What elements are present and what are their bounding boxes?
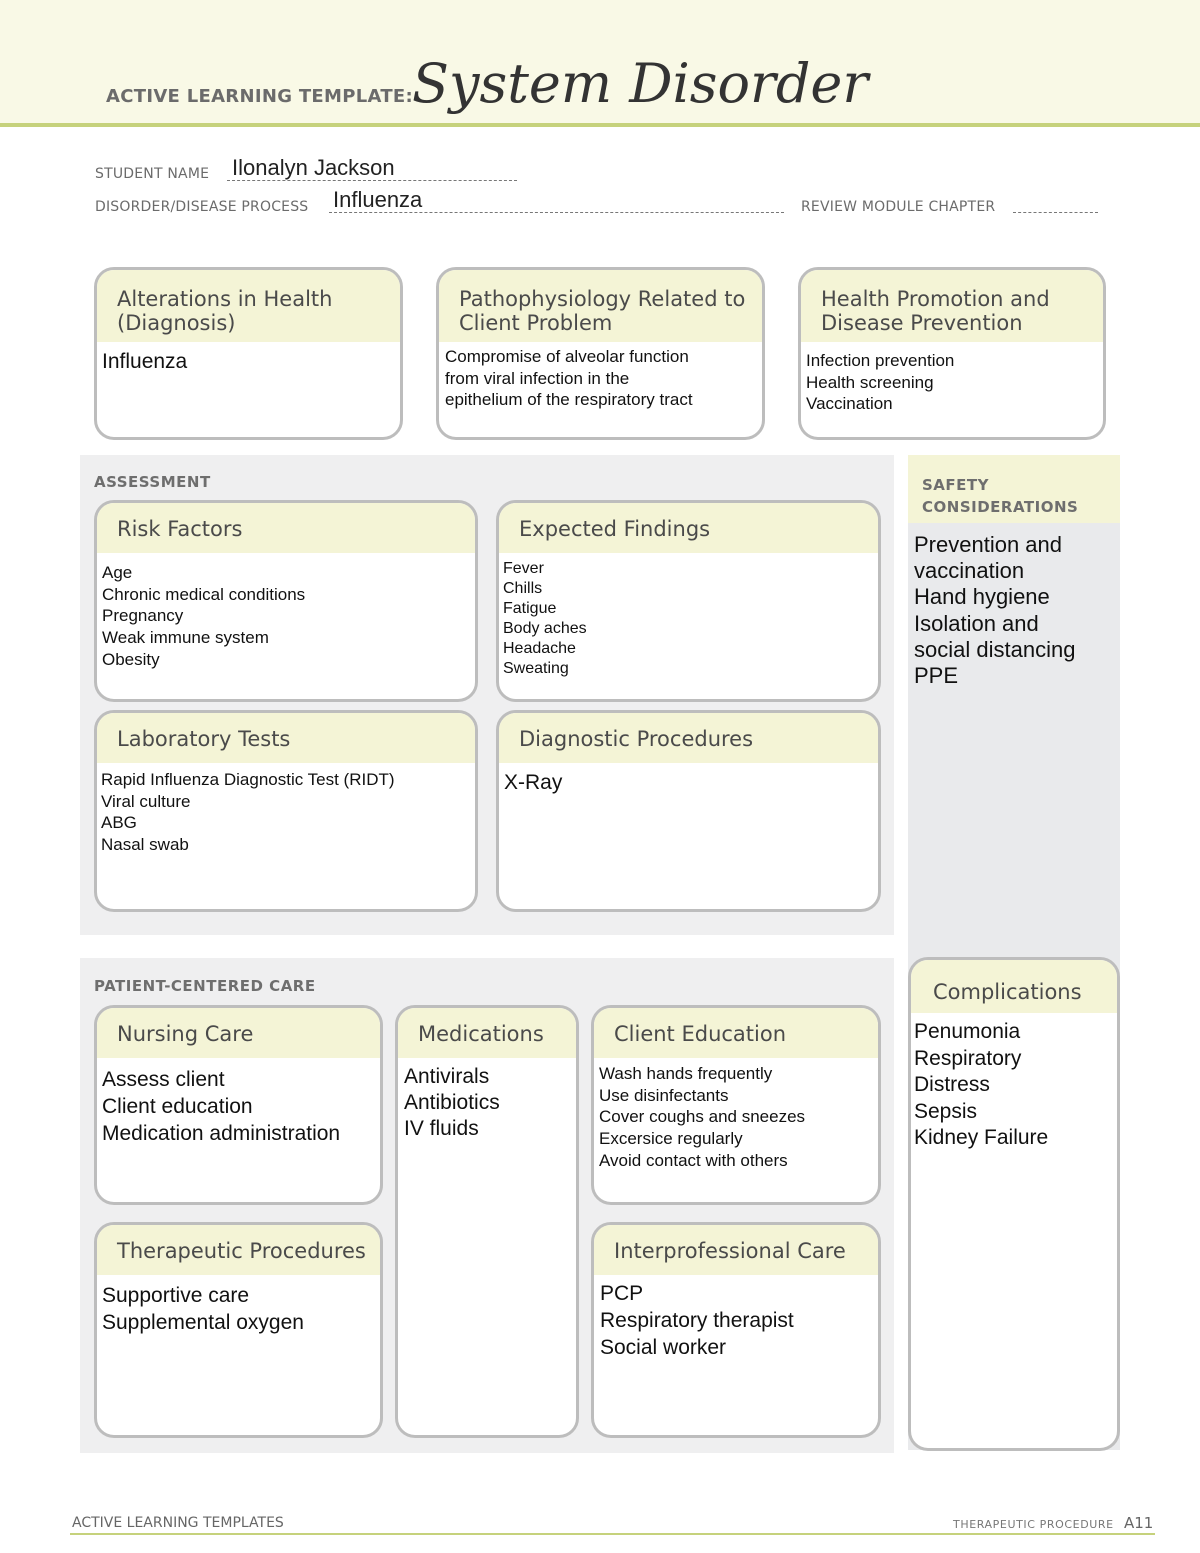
list-item: Viral culture <box>101 791 191 811</box>
safety-considerations-list <box>914 532 1075 689</box>
expected-findings-card <box>496 500 881 702</box>
list-item: Vaccination <box>806 394 893 414</box>
list-item: vaccination <box>914 558 1025 584</box>
list-item: Isolation and <box>914 610 1039 636</box>
list-item: PPE <box>914 663 959 689</box>
interprofessional-care-title: Interprofessional Care <box>594 1225 878 1275</box>
footer-left-label: ACTIVE LEARNING TEMPLATES <box>72 1515 284 1531</box>
list-item: Respiratory <box>914 1046 1022 1070</box>
template-title: System Disorder <box>412 52 869 115</box>
medications-title: Medications <box>398 1008 576 1058</box>
safety-title-line: CONSIDERATIONS <box>922 498 1079 516</box>
pathophysiology-title: Pathophysiology Related to Client Problem <box>439 270 762 342</box>
pathophysiology-card <box>436 267 765 440</box>
complications-list <box>911 1013 1117 1152</box>
interprofessional-care-list <box>594 1275 878 1361</box>
interprofessional-care-card <box>591 1222 881 1438</box>
list-item: Client education <box>102 1095 253 1118</box>
list-item: from viral infection in the <box>445 368 630 388</box>
list-item: Supportive care <box>102 1284 250 1307</box>
therapeutic-procedures-card <box>94 1222 383 1438</box>
nursing-care-list <box>97 1058 380 1147</box>
alterations-title: Alterations in Health (Diagnosis) <box>97 270 400 342</box>
risk-factors-title: Risk Factors <box>97 503 475 553</box>
disorder-label: DISORDER/DISEASE PROCESS <box>95 199 309 215</box>
list-item: social distancing <box>914 636 1076 662</box>
assessment-title: ASSESSMENT <box>94 473 211 491</box>
client-education-title: Client Education <box>594 1008 878 1058</box>
therapeutic-procedures-list <box>97 1275 380 1336</box>
alterations-list <box>97 342 400 375</box>
laboratory-tests-title: Laboratory Tests <box>97 713 475 763</box>
list-item: Use disinfectants <box>599 1085 729 1105</box>
diagnostic-procedures-list <box>499 763 878 796</box>
list-item: epithelium of the respiratory tract <box>445 390 693 410</box>
medications-card <box>395 1005 579 1438</box>
list-item: Cover coughs and sneezes <box>599 1107 806 1127</box>
footer-right-label: THERAPEUTIC PROCEDURE <box>953 1518 1114 1531</box>
list-item: Nasal swab <box>101 835 189 855</box>
list-item: IV fluids <box>404 1117 479 1140</box>
list-item: Social worker <box>600 1336 727 1359</box>
list-item: Sweating <box>503 660 569 677</box>
list-item: Influenza <box>102 350 188 373</box>
risk-factors-list <box>97 553 475 671</box>
laboratory-tests-list <box>97 763 475 856</box>
patient-centered-care-title: PATIENT-CENTERED CARE <box>94 977 316 995</box>
list-item: Compromise of alveolar function <box>445 347 689 366</box>
list-item: Body aches <box>503 620 587 637</box>
review-module-field[interactable] <box>1013 212 1098 213</box>
template-label: ACTIVE LEARNING TEMPLATE: <box>106 86 413 107</box>
expected-findings-title: Expected Findings <box>499 503 878 553</box>
complications-title: Complications <box>911 960 1117 1013</box>
health-promotion-list <box>801 342 1103 415</box>
therapeutic-procedures-title: Therapeutic Procedures <box>97 1225 380 1275</box>
list-item: Chills <box>503 580 543 597</box>
list-item: Pregnancy <box>102 606 184 626</box>
laboratory-tests-card <box>94 710 478 912</box>
medications-list <box>398 1058 576 1142</box>
header-rule <box>0 123 1200 127</box>
safety-title-line: SAFETY <box>922 476 989 494</box>
list-item: Health screening <box>806 372 934 392</box>
list-item: Penumonia <box>914 1020 1021 1043</box>
safety-considerations-title <box>922 474 1078 518</box>
list-item: Excersice regularly <box>599 1129 743 1149</box>
list-item: Headache <box>503 640 576 657</box>
list-item: Prevention and <box>914 532 1062 557</box>
nursing-care-title: Nursing Care <box>97 1008 380 1058</box>
list-item: Chronic medical conditions <box>102 584 306 604</box>
list-item: Avoid contact with others <box>599 1150 788 1170</box>
list-item: Kidney Failure <box>914 1126 1049 1149</box>
list-item: Distress <box>914 1073 990 1096</box>
list-item: X-Ray <box>504 771 563 794</box>
list-item: PCP <box>600 1282 644 1305</box>
client-education-list <box>594 1058 878 1172</box>
list-item: Assess client <box>102 1068 225 1091</box>
list-item: Obesity <box>102 649 160 669</box>
alterations-card <box>94 267 403 440</box>
list-item: Medication administration <box>102 1122 341 1145</box>
list-item: Supplemental oxygen <box>102 1311 304 1334</box>
expected-findings-list <box>499 553 878 679</box>
list-item: Antibiotics <box>404 1091 500 1114</box>
footer-rule <box>70 1533 1155 1535</box>
diagnostic-procedures-card <box>496 710 881 912</box>
student-name-field[interactable]: Ilonalyn Jackson <box>232 155 395 180</box>
list-item: Hand hygiene <box>914 584 1050 610</box>
complications-card <box>908 957 1120 1451</box>
list-item: Weak immune system <box>102 628 269 648</box>
list-item: Age <box>102 563 133 582</box>
list-item: Sepsis <box>914 1099 978 1123</box>
health-promotion-card <box>798 267 1106 440</box>
pathophysiology-list <box>439 342 762 411</box>
diagnostic-procedures-title: Diagnostic Procedures <box>499 713 878 763</box>
disorder-field[interactable]: Influenza <box>333 187 423 212</box>
review-module-label: REVIEW MODULE CHAPTER <box>801 199 996 215</box>
list-item: Wash hands frequently <box>599 1064 773 1083</box>
list-item: Fatigue <box>503 600 557 617</box>
page-number: A11 <box>1124 1514 1154 1532</box>
list-item: Rapid Influenza Diagnostic Test (RIDT) <box>101 770 395 789</box>
nursing-care-card <box>94 1005 383 1205</box>
health-promotion-title: Health Promotion and Disease Prevention <box>801 270 1103 342</box>
list-item: Fever <box>503 560 544 577</box>
risk-factors-card <box>94 500 478 702</box>
list-item: Respiratory therapist <box>600 1309 794 1332</box>
client-education-card <box>591 1005 881 1205</box>
list-item: Antivirals <box>404 1065 490 1088</box>
list-item: ABG <box>101 813 137 833</box>
list-item: Infection prevention <box>806 351 955 370</box>
student-name-label: STUDENT NAME <box>95 166 210 182</box>
